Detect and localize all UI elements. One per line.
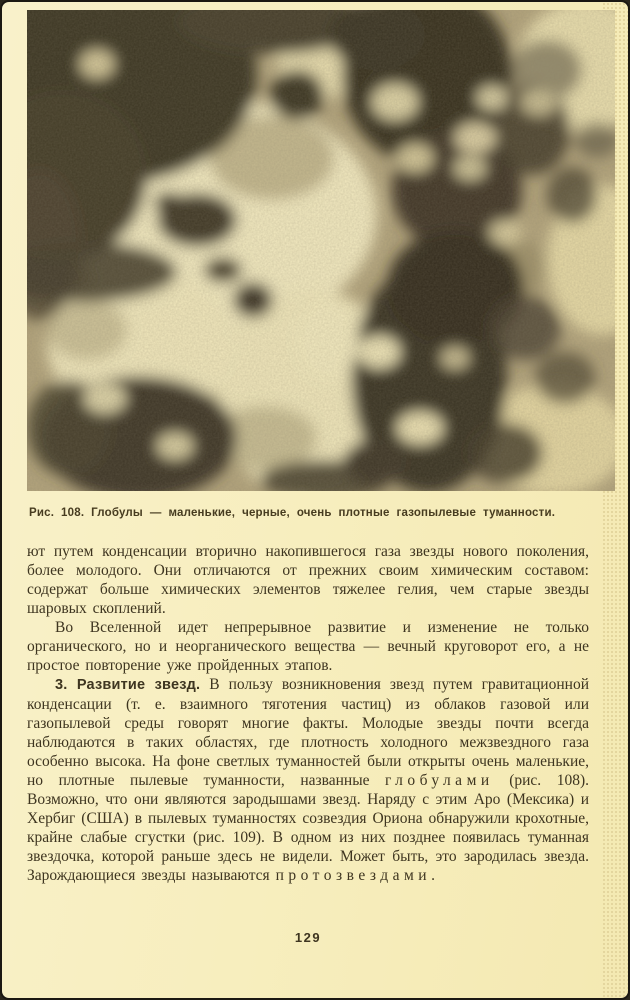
- paragraph-text: (рис. 108). Возможно, что они являются зародышами звезд. Наряду с этим Аро (Мексика) и Хербиг (США) в пылевых туманностях созвездия Ориона обнаружили крохотные, крайне слабые сгустки (рис. 109). В одном из них позднее появилась туманная звездочка, которой раньше здесь не видели. Может быть, это зародилась звезда. Зарождающиеся звезды называются: [27, 772, 589, 884]
- paragraph-continuation: ют путем конденсации вторично накопившегося газа звезды нового поколения, более молодого. Они отличаются от прежних своим химическим составом: содержат больше химических элементов тяжелее гелия, чем старые звезды шаровых скоплений.: [27, 543, 589, 617]
- spaced-term-globules: глобулами: [385, 772, 494, 789]
- section-heading: 3. Развитие звезд.: [55, 677, 201, 693]
- figure-photo: [27, 10, 615, 491]
- page-number: 129: [294, 930, 322, 945]
- paragraph: Во Вселенной идет непрерывное развитие и изменение не только органического, но и неорганического вещества — вечный круговорот его, а не простое повторение уже пройденных этапов.: [27, 619, 589, 674]
- nebula-globules-image: [27, 10, 615, 491]
- paragraph-text: .: [431, 867, 435, 884]
- paragraph-text: В пользу возникновения звезд путем гравитационной конденсации (т. е. взаимного тяготения частиц) из облаков газовой или газопылевой среды говорят многие факты. Молодые звезды почти всегда наблюдаются в таких областях, где плотность холодного межзвездного газа особенно высока. На фоне светлых туманностей были открыты очень маленькие, но плотные пылевые туманности, названные: [27, 676, 589, 789]
- paragraph-section: [27, 675, 589, 885]
- figure-caption: Рис. 108. Глобулы — маленькие, черные, очень плотные газопылевые туманности.: [29, 507, 556, 519]
- body-text: [27, 542, 589, 885]
- spaced-term-protostars: протозвездами: [275, 867, 432, 884]
